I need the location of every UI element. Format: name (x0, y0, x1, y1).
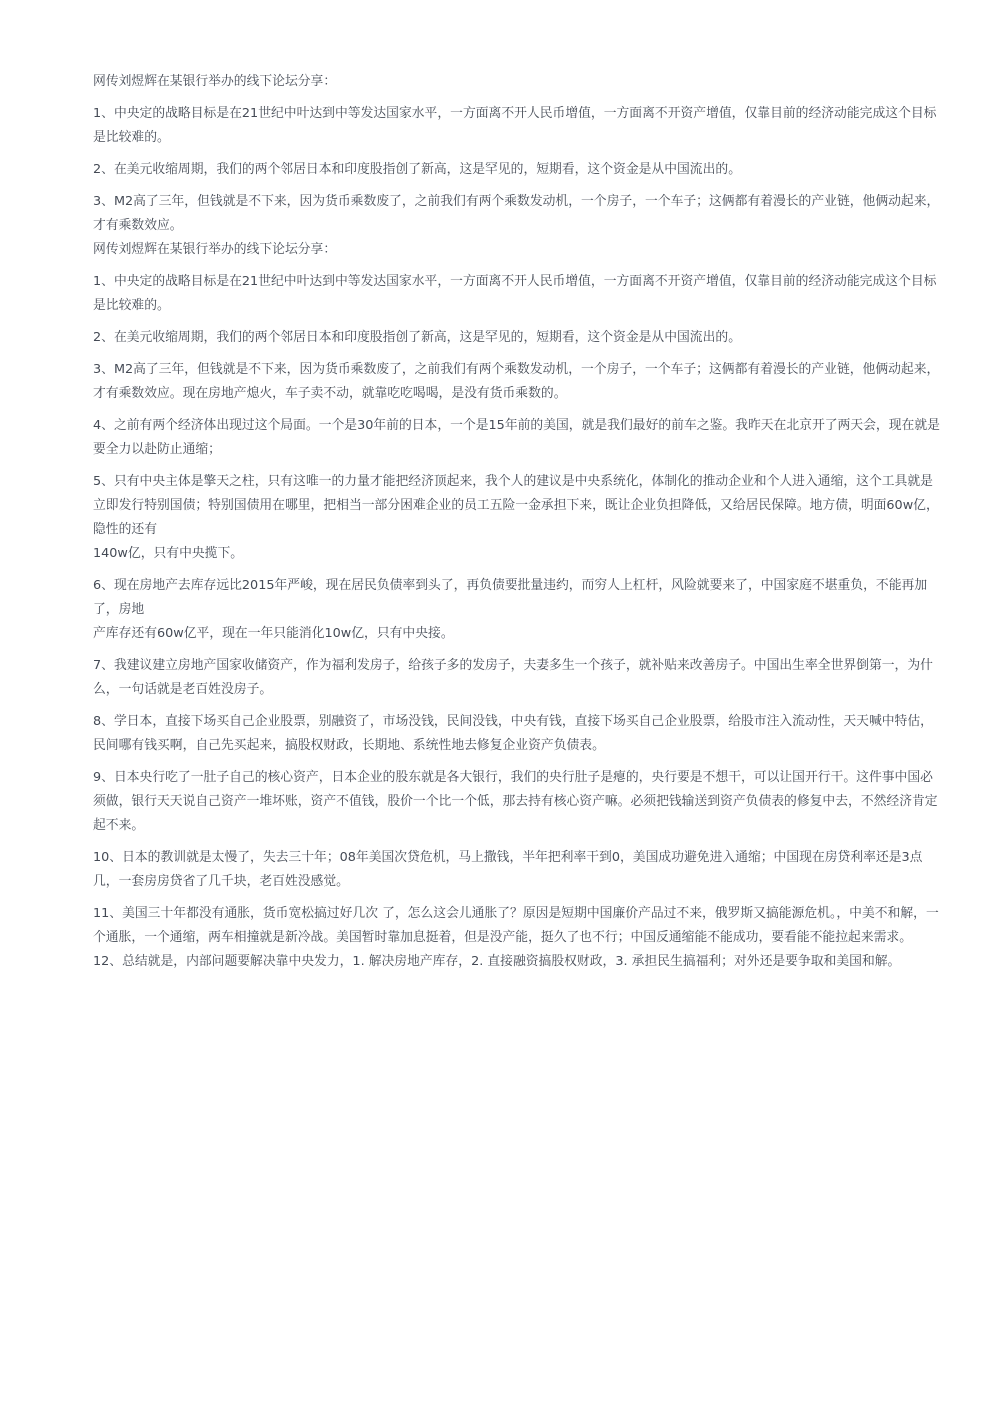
intro-heading-repeat: 网传刘煜辉在某银行举办的线下论坛分享： (93, 242, 337, 257)
document-body (93, 70, 945, 974)
paragraph-2: 2、在美元收缩周期，我们的两个邻居日本和印度股指创了新高，这是罕见的，短期看，这个资金是从中国流出的。 (93, 162, 741, 177)
paragraph-5: 5、只有中央主体是擎天之柱，只有这唯一的力量才能把经济顶起来，我个人的建议是中央系统化，体制化的推动企业和个人进入通缩，这个工具就是立即发行特别国债；特别国债用在哪里，把相当一部分困难企业的员工五险一金承担下来，既让企业负担降低，又给居民保障。地方债，明面60w亿，隐性的还有 140w亿，只有中央揽下。 (93, 474, 939, 561)
paragraph-9: 9、日本央行吃了一肚子自己的核心资产，日本企业的股东就是各大银行，我们的央行肚子是瘪的，央行要是不想干，可以让国开行干。这件事中国必须做，银行天天说自己资产一堆坏账，资产不值钱，股价一个比一个低，那去持有核心资产嘛。必须把钱输送到资产负债表的修复中去，不然经济肯定起不来。 (93, 770, 938, 833)
paragraph-3-repeat: 3、M2高了三年，但钱就是不下来，因为货币乘数废了，之前我们有两个乘数发动机，一个房子，一个车子；这俩都有着漫长的产业链，他俩动起来，才有乘数效应。现在房地产熄火，车子卖不动，就靠吃吃喝喝，是没有货币乘数的。 (93, 362, 940, 401)
paragraph-10: 10、日本的教训就是太慢了，失去三十年；08年美国次贷危机，马上撒钱，半年把利率干到0，美国成功避免进入通缩；中国现在房贷利率还是3点几，一套房房贷省了几千块，老百姓没感觉。 (93, 850, 923, 889)
paragraph-1: 1、中央定的战略目标是在21世纪中叶达到中等发达国家水平，一方面离不开人民币增值，一方面离不开资产增值，仅靠目前的经济动能完成这个目标是比较难的。 (93, 106, 937, 145)
intro-heading: 网传刘煜辉在某银行举办的线下论坛分享： (93, 74, 337, 89)
paragraph-3: 3、M2高了三年，但钱就是不下来，因为货币乘数废了，之前我们有两个乘数发动机，一个房子，一个车子；这俩都有着漫长的产业链，他俩动起来，才有乘数效应。 (93, 194, 940, 233)
paragraph-1-repeat: 1、中央定的战略目标是在21世纪中叶达到中等发达国家水平，一方面离不开人民币增值，一方面离不开资产增值，仅靠目前的经济动能完成这个目标是比较难的。 (93, 274, 937, 313)
paragraph-2-repeat: 2、在美元收缩周期，我们的两个邻居日本和印度股指创了新高，这是罕见的，短期看，这个资金是从中国流出的。 (93, 330, 741, 345)
paragraph-11: 11、美国三十年都没有通胀，货币宽松搞过好几次 了，怎么这会儿通胀了？原因是短期中国廉价产品过不来，俄罗斯又搞能源危机。，中美不和解，一个通胀，一个通缩，两车相撞就是新冷战。美国暂时靠加息挺着，但是没产能，挺久了也不行；中国反通缩能不能成功，要看能不能拉起来需求。 (93, 906, 939, 945)
paragraph-12: 12、总结就是，内部问题要解决靠中央发力，1. 解决房地产库存，2. 直接融资搞股权财政，3. 承担民生搞福利；对外还是要争取和美国和解。 (93, 954, 901, 969)
paragraph-7: 7、我建议建立房地产国家收储资产，作为福利发房子，给孩子多的发房子，夫妻多生一个孩子，就补贴来改善房子。中国出生率全世界倒第一，为什么，一句话就是老百姓没房子。 (93, 658, 933, 697)
paragraph-8: 8、学日本，直接下场买自己企业股票，别融资了，市场没钱，民间没钱，中央有钱，直接下场买自己企业股票，给股市注入流动性，天天喊中特估，民间哪有钱买啊，自己先买起来，搞股权财政，长期地、系统性地去修复企业资产负债表。 (93, 714, 933, 753)
paragraph-6: 6、现在房地产去库存远比2015年严峻，现在居民负债率到头了，再负债要批量违约，而穷人上杠杆，风险就要来了，中国家庭不堪重负，不能再加了，房地 产库存还有60w亿平，现在一年只能消化10w亿，只有中央接。 (93, 578, 928, 641)
paragraph-4: 4、之前有两个经济体出现过这个局面。一个是30年前的日本，一个是15年前的美国，就是我们最好的前车之鉴。我昨天在北京开了两天会，现在就是要全力以赴防止通缩； (93, 418, 940, 457)
